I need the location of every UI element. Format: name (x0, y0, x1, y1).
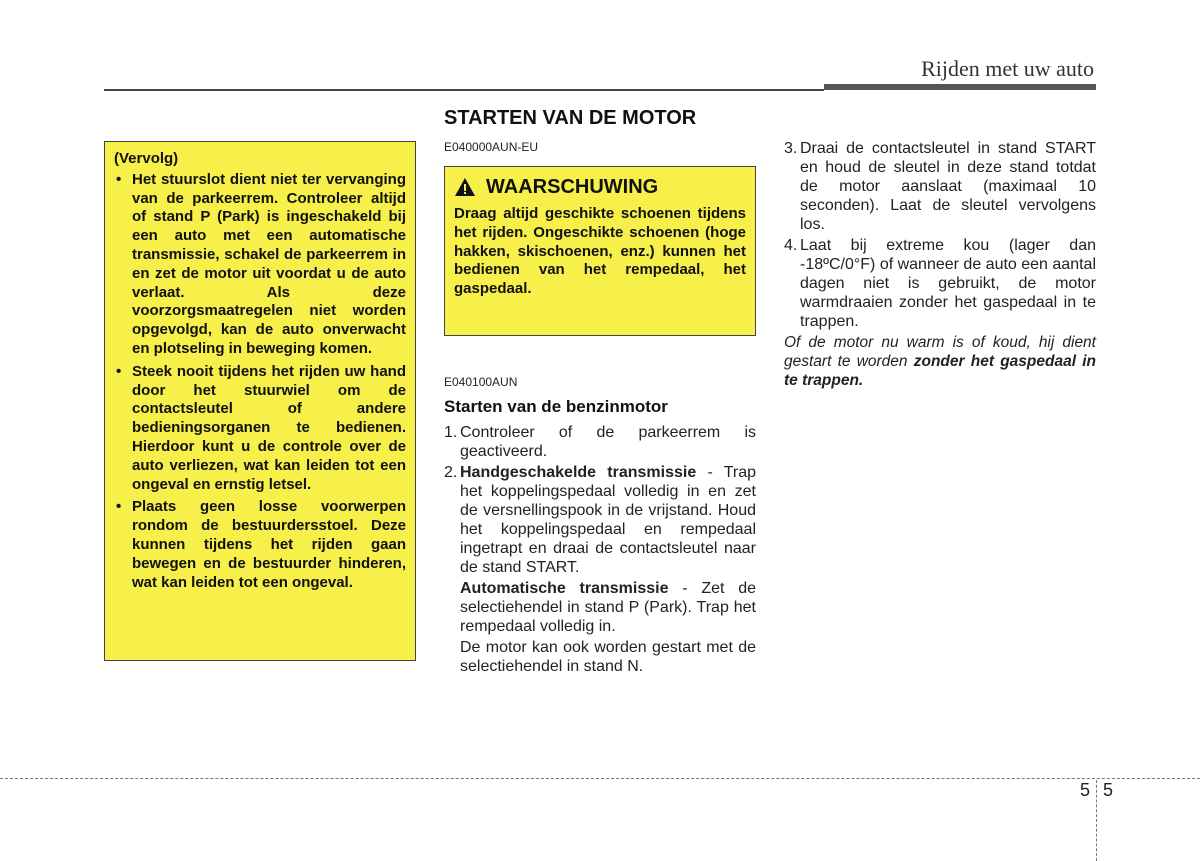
automatic-transmission-paragraph (460, 579, 756, 636)
warning-triangle-icon (454, 177, 476, 197)
bullet-icon: • (116, 498, 122, 516)
step-1 (444, 423, 756, 461)
step-text: Controleer of de parkeerrem is geactiveerd. (460, 424, 756, 460)
chapter-title: Rijden met uw auto (921, 56, 1094, 81)
caution-bullet (114, 498, 406, 592)
caution-bullet (114, 363, 406, 495)
header-rule (104, 89, 824, 91)
warning-reference-code: E040000AUN-EU (444, 140, 539, 154)
header-rule-accent (824, 84, 1096, 90)
step-number: 4. (784, 237, 798, 254)
bullet-icon: • (116, 362, 122, 380)
caution-bullet (114, 171, 406, 359)
automatic-transmission-label: Automatische transmissie (460, 580, 669, 597)
footer-divider (0, 778, 1200, 779)
automatic-transmission-text: - Zet de selectiehendel in stand P (Park). Trap het rempedaal volledig in. (460, 580, 757, 635)
continued-label: (Vervolg) (114, 150, 179, 167)
caution-bullet-text: Plaats geen losse voorwerpen rondom de bestuurdersstoel. Deze kunnen tijdens het rijden gaan bewegen en de bestuurder hinderen, wat kan leiden tot een ongeval. (132, 498, 406, 591)
section-title: STARTEN VAN DE MOTOR (444, 107, 697, 129)
step-3 (784, 139, 1096, 234)
bullet-icon: • (116, 170, 122, 188)
step-number: 3. (784, 140, 798, 157)
petrol-reference-code: E040100AUN (444, 375, 518, 389)
manual-transmission-label: Handgeschakelde transmissie (460, 464, 697, 481)
neutral-start-text: De motor kan ook worden gestart met de selectiehendel in stand N. (460, 639, 756, 675)
warning-box (444, 166, 756, 336)
chapter-number: 5 (1080, 780, 1091, 800)
caution-bullet-list (114, 171, 406, 593)
step-text: Laat bij extreme kou (lager dan -18ºC/0°F) of wanneer de auto een aantal dagen niet is gebruikt, de motor warmdraaien zonder het gaspedaal in te trappen. (800, 237, 1096, 330)
caution-bullet-text: Steek nooit tijdens het rijden uw hand door het stuurwiel om de contactsleutel of andere bedieningsorganen te bedienen. Hierdoor kunt u de controle over de auto verliezen, wat kan leiden tot een ongeval en ernstig letsel. (132, 362, 406, 493)
manual-transmission-text: - Trap het koppelingspedaal volledig in en zet de versnellingspook in de vrijstand. Houd het koppelingspedaal en rempedaal ingetrapt en draai de contactsleutel naar de stand START. (460, 464, 757, 576)
caution-continued-box (104, 141, 416, 661)
step-number: 1. (444, 424, 458, 441)
caution-bullet-text: Het stuurslot dient niet ter vervanging van de parkeerrem. Controleer altijd of stand P (Park) is ingeschakeld bij een auto met een automatische transmissie, schakel de parkeerrem in en zet de motor uit voordat u de auto verlaat. Als deze voorzorgsmaatregelen niet worden opgevolgd, kan de auto onverwacht en plotseling in beweging komen. (132, 170, 406, 357)
start-note (784, 333, 1096, 390)
page-number: 5 (1103, 780, 1114, 800)
petrol-steps-list (444, 423, 756, 678)
petrol-start-heading: Starten van de benzinmotor (444, 397, 668, 416)
start-note-text: Of de motor nu warm is of koud, hij dient gestart te worden (784, 334, 1096, 370)
step-text: Draai de contactsleutel in stand START en houd de sleutel in deze stand totdat de motor aanslaat (maximaal 10 seconden). Laat de sleutel vervolgens los. (800, 140, 1096, 233)
step-2 (444, 463, 756, 676)
step-4 (784, 236, 1096, 331)
step-number: 2. (444, 464, 458, 481)
warning-text: Draag altijd geschikte schoenen tijdens het rijden. Ongeschikte schoenen (hoge hakken, skischoenen, enz.) kunnen het bedienen van het rempedaal, het gaspedaal. (454, 205, 746, 298)
manual-transmission-paragraph (460, 463, 756, 577)
start-note-emphasis: zonder het gaspedaal in te trappen. (784, 353, 1096, 389)
warning-title: WAARSCHUWING (486, 175, 659, 198)
page-number-divider (1096, 780, 1097, 861)
petrol-steps-continued (784, 139, 1096, 390)
warning-header (454, 177, 746, 197)
